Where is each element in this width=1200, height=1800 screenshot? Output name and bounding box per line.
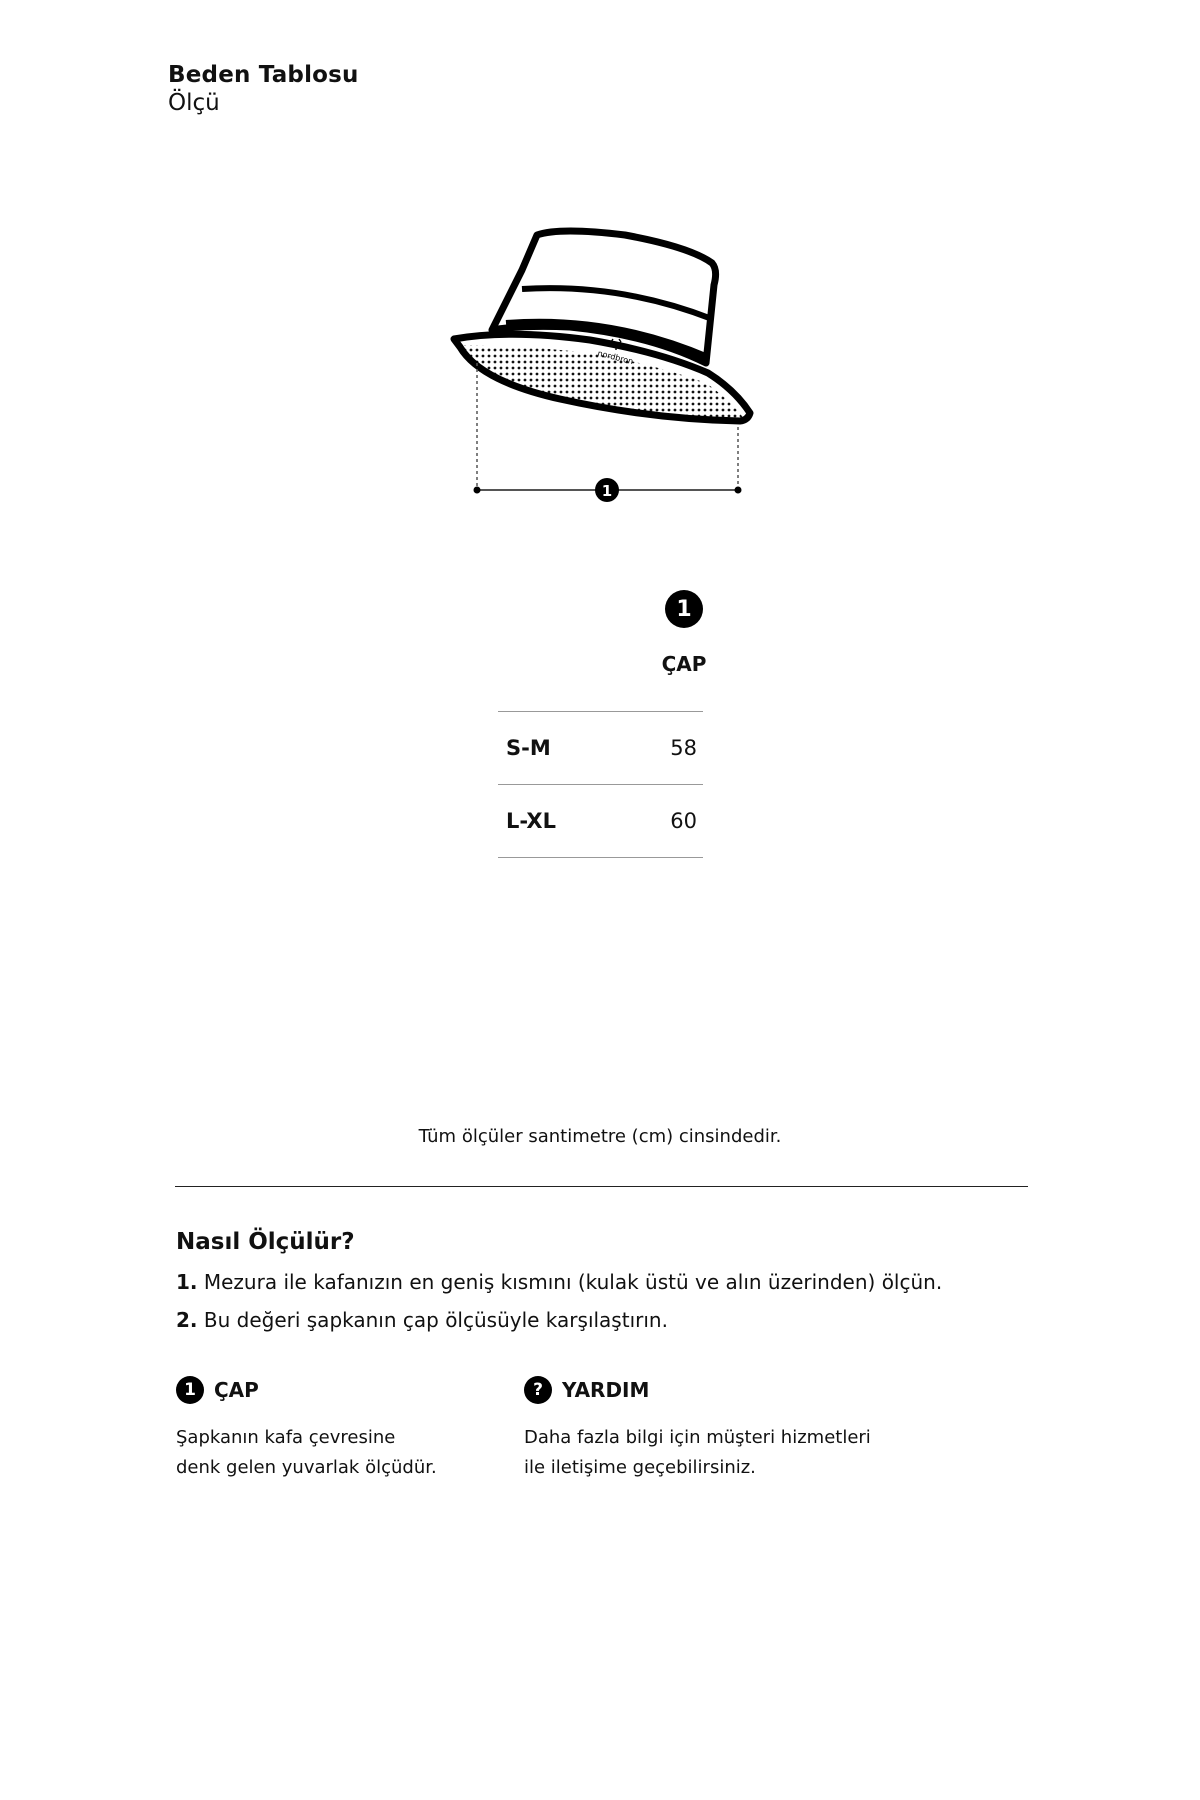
step-text: Mezura ile kafanızın en geniş kısmını (kulak üstü ve alın üzerinden) ölçün.: [203, 1270, 943, 1294]
info-title-diameter: ÇAP: [214, 1378, 259, 1402]
svg-text:nordbron: nordbron: [596, 348, 635, 367]
column-header-diameter: ÇAP: [661, 652, 707, 676]
diameter-number-icon: 1: [176, 1376, 204, 1404]
units-note: Tüm ölçüler santimetre (cm) cinsindedir.: [418, 1126, 782, 1147]
svg-text:1: 1: [601, 482, 613, 500]
size-value: 60: [670, 809, 697, 833]
size-label: S-M: [506, 736, 551, 760]
how-to-step-1: [176, 1270, 942, 1294]
section-divider: [175, 1186, 1028, 1187]
bucket-hat-diagram: [450, 215, 780, 505]
size-table: [498, 711, 703, 858]
step-number: 2.: [176, 1308, 198, 1332]
how-to-step-2: [176, 1308, 668, 1332]
info-title-help: YARDIM: [562, 1378, 650, 1402]
table-row: [498, 711, 703, 784]
help-question-icon: ?: [524, 1376, 552, 1404]
size-value: 58: [670, 736, 697, 760]
page-subtitle: Ölçü: [168, 90, 220, 116]
step-number: 1.: [176, 1270, 198, 1294]
step-text: Bu değeri şapkanın çap ölçüsüyle karşılaştırın.: [203, 1308, 668, 1332]
info-text-help: Daha fazla bilgi için müşteri hizmetleri ile iletişime geçebilirsiniz.: [524, 1427, 871, 1478]
size-label: L-XL: [506, 809, 556, 833]
table-row: [498, 784, 703, 858]
info-text-diameter: Şapkanın kafa çevresine denk gelen yuvarlak ölçüdür.: [176, 1427, 437, 1478]
column-badge: 1: [665, 590, 703, 628]
page-title: Beden Tablosu: [168, 62, 359, 88]
how-to-title: Nasıl Ölçülür?: [176, 1229, 355, 1255]
